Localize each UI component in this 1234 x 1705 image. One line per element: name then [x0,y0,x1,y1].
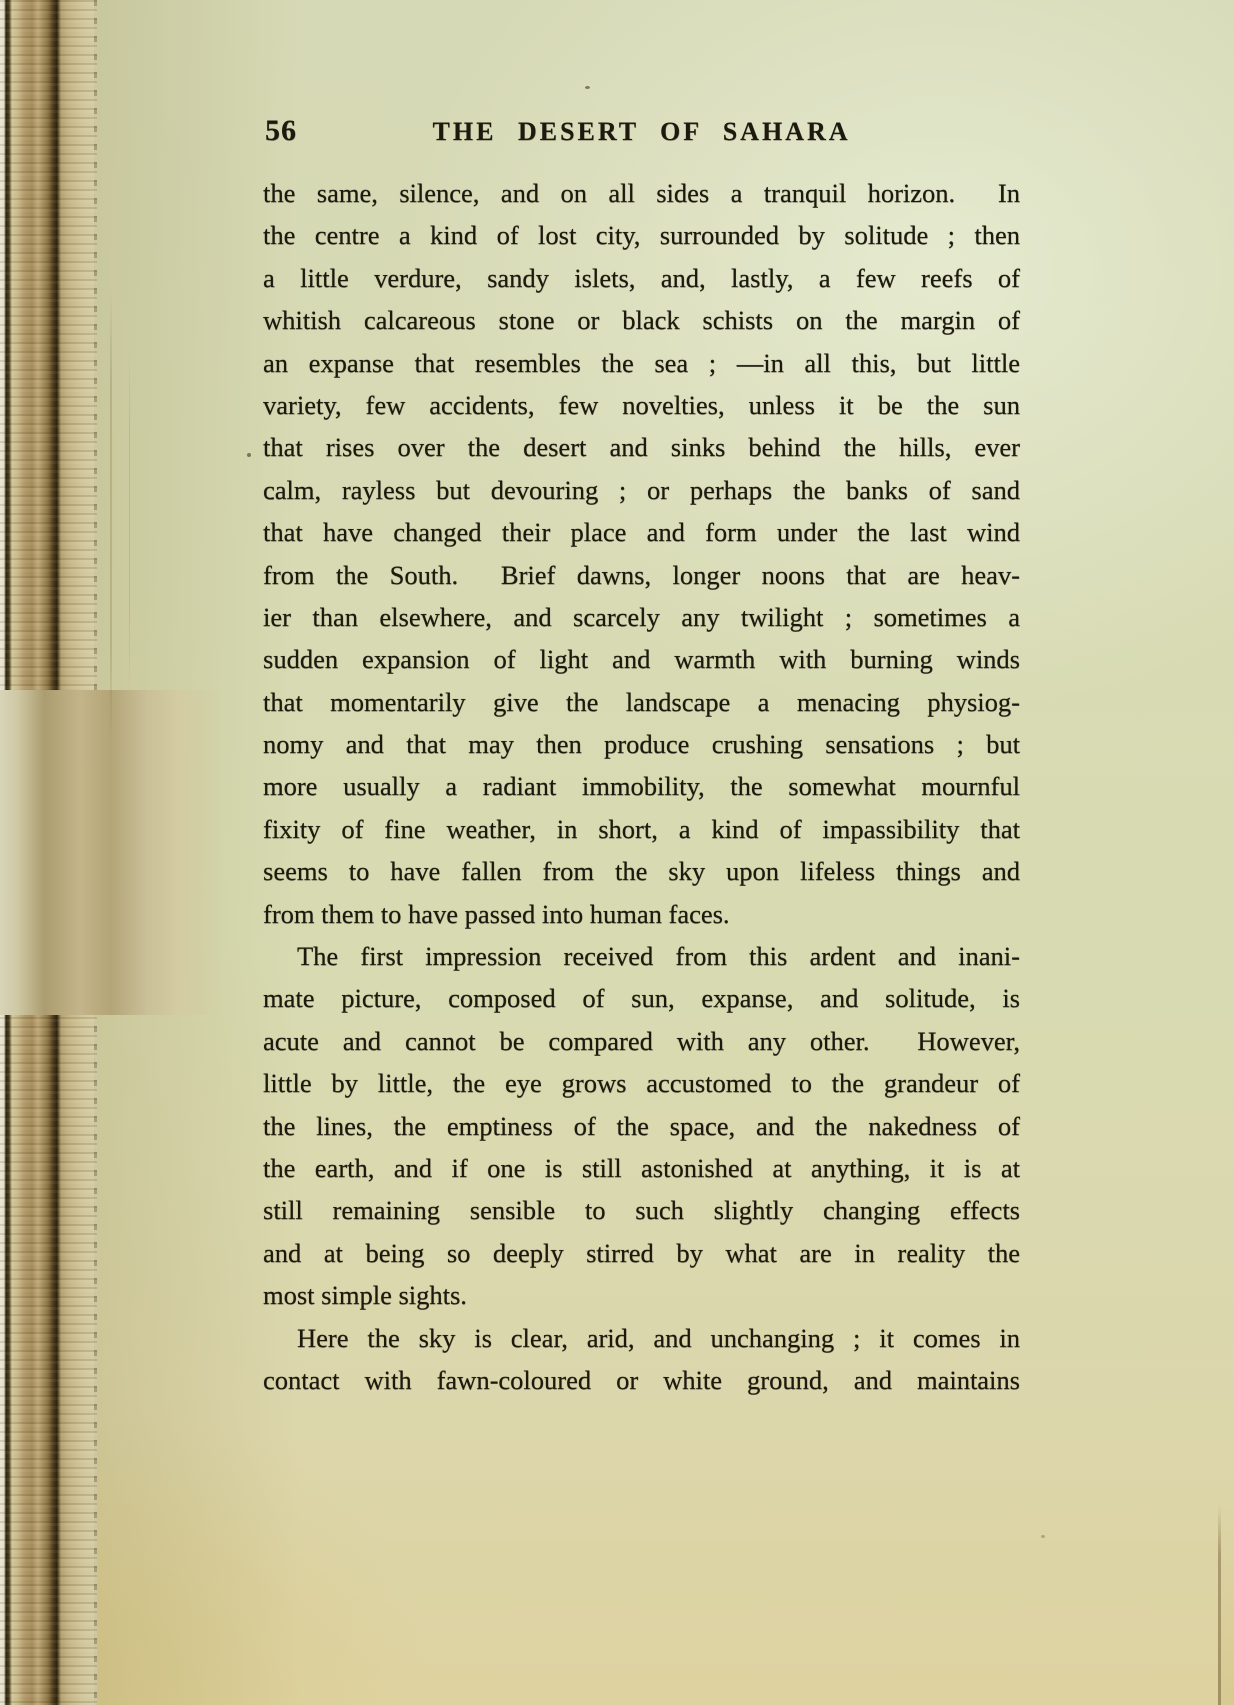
running-title: THE DESERT OF SAHARA [432,117,851,146]
ink-speck [585,86,590,89]
text-line: nomy and that may then produce crushing sensations ; but [263,729,1020,760]
page-edge-hairline [129,340,130,700]
text-line: most simple sights. [263,1280,467,1311]
ink-speck [1041,1535,1045,1538]
text-line: acute and cannot be compared with any other. However, [263,1025,1020,1056]
text-line: an expanse that resembles the sea ; —in all this, but little [263,347,1020,378]
ink-speck [247,453,251,457]
text-line: that rises over the desert and sinks behind the hills, ever [263,432,1020,463]
text-line: seems to have fallen from the sky upon lifeless things and [263,856,1020,887]
text-line: and at being so deeply stirred by what are in reality the [263,1237,1020,1268]
text-line: from the South. Brief dawns, longer noons that are heav- [263,559,1020,590]
text-line: fixity of fine weather, in short, a kind of impassibility that [263,813,1020,844]
text-line: still remaining sensible to such slightly changing effects [263,1195,1020,1226]
text-line: little by little, the eye grows accustomed to the grandeur of [263,1068,1020,1099]
text-line: a little verdure, sandy islets, and, lastly, a few reefs of [263,262,1020,293]
text-line: whitish calcareous stone or black schists on the margin of [263,305,1020,336]
text-line: ier than elsewhere, and scarcely any twilight ; sometimes a [263,601,1020,632]
text-line: the lines, the emptiness of the space, and the nakedness of [263,1110,1020,1141]
text-line: sudden expansion of light and warmth with burning winds [263,644,1020,675]
running-header [263,108,1020,172]
text-line: Here the sky is clear, arid, and unchanging ; it comes in [297,1322,1020,1353]
page-edge-hairline [110,290,112,740]
text-line: variety, few accidents, few novelties, unless it be the sun [263,389,1020,420]
page-right-edge-shade [1221,1505,1234,1705]
page-number: 56 [265,114,297,147]
text-line: that have changed their place and form under the last wind [263,517,1020,548]
printed-page-content [263,108,1020,1401]
text-line: more usually a radiant immobility, the somewhat mournful [263,771,1020,802]
text-line: mate picture, composed of sun, expanse, and solitude, is [263,983,1020,1014]
body-text [263,172,1020,1401]
text-line: contact with fawn-coloured or white ground, and maintains [263,1364,1020,1395]
text-line: calm, rayless but devouring ; or perhaps the banks of sand [263,474,1020,505]
text-line: from them to have passed into human faces. [263,898,730,929]
text-line: the centre a kind of lost city, surrounded by solitude ; then [263,220,1020,251]
text-line: that momentarily give the landscape a menacing physiog- [263,686,1020,717]
text-line: the same, silence, and on all sides a tranquil horizon. In [263,178,1020,208]
text-line: the earth, and if one is still astonished at anything, it is at [263,1152,1020,1183]
text-line: The first impression received from this ardent and inani- [297,941,1020,972]
